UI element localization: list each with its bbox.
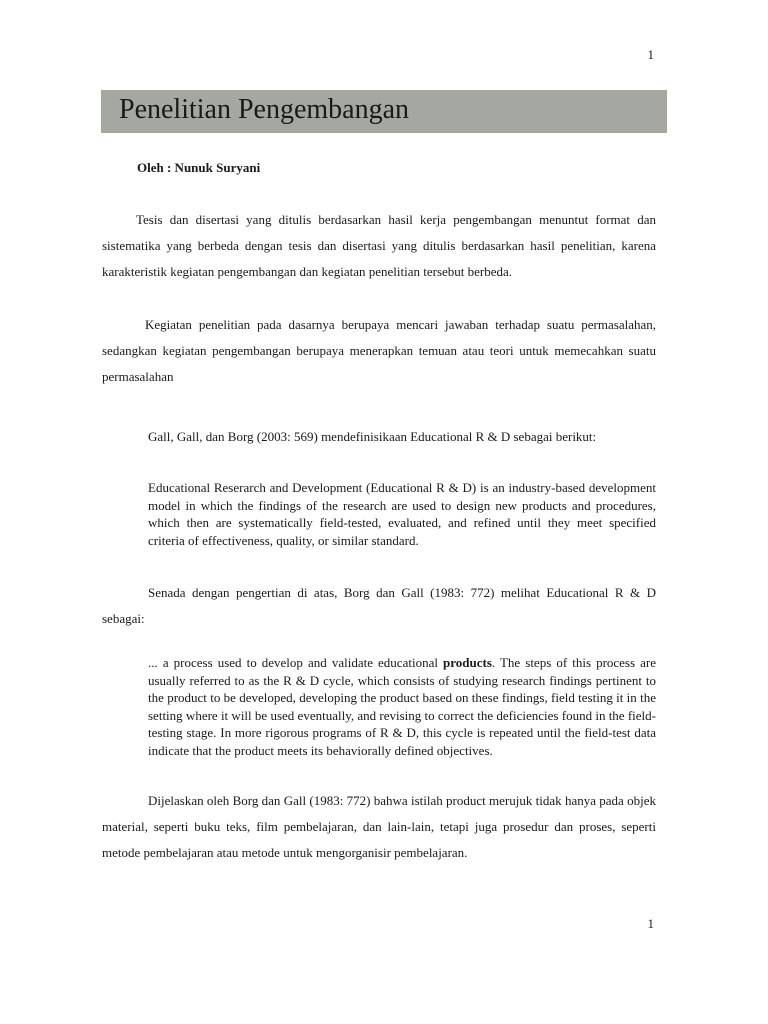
quote-2-rest: . The steps of this process are usually referred to as the R & D cycle, which consists of studying research findings pertinent to the product to be developed, developing the product based on these findings, field testing it in the setting where it will be used eventually, and revising to correct the deficiencies found in the field-testing stage. In more rigorous programs of R & D, this cycle is repeated until the field-test data indicate that the product meets its behaviorally defined objectives. [148, 655, 656, 758]
paragraph-2: Kegiatan penelitian pada dasarnya berupaya mencari jawaban terhadap suatu permasalahan, sedangkan kegiatan pengembangan berupaya menerapkan temuan atau teori untuk memecahkan suatu permasalahan [102, 317, 656, 384]
page-number-bottom: 1 [647, 916, 654, 931]
page-title: Penelitian Pengembangan [119, 94, 410, 125]
paragraph-3: Gall, Gall, dan Borg (2003: 569) mendefinisikaan Educational R & D sebagai berikut: [148, 429, 597, 444]
page-number-top: 1 [647, 47, 654, 62]
block-quote-2 [148, 654, 656, 759]
paragraph-1: Tesis dan disertasi yang ditulis berdasarkan hasil kerja pengembangan menuntut format dan sistematika yang berbeda dengan tesis dan disertasi yang ditulis berdasarkan hasil penelitian, karena karakteristik kegiatan pengembangan dan kegiatan penelitian tersebut berbeda. [102, 212, 656, 279]
quote-2-bold-term: products [443, 655, 492, 670]
title-banner [101, 90, 667, 133]
paragraph-4: Senada dengan pengertian di atas, Borg dan Gall (1983: 772) melihat Educational R & D sebagai: [102, 585, 656, 626]
author-line: Oleh : Nunuk Suryani [137, 160, 261, 175]
paragraph-5: Dijelaskan oleh Borg dan Gall (1983: 772) bahwa istilah product merujuk tidak hanya pada objek material, seperti buku teks, film pembelajaran, dan lain-lain, tetapi juga prosedur dan proses, seperti metode pembelajaran atau metode untuk mengorganisir pembelajaran. [102, 793, 656, 860]
quote-2-start: ... a process used to develop and validate educational [148, 655, 444, 670]
block-quote-1: Educational Reserarch and Development (Educational R & D) is an industry-based development model in which the findings of the research are used to design new products and procedures, which then are systematically field-tested, evaluated, and refined until they meet specified criteria of effectiveness, quality, or similar standard. [148, 480, 656, 548]
